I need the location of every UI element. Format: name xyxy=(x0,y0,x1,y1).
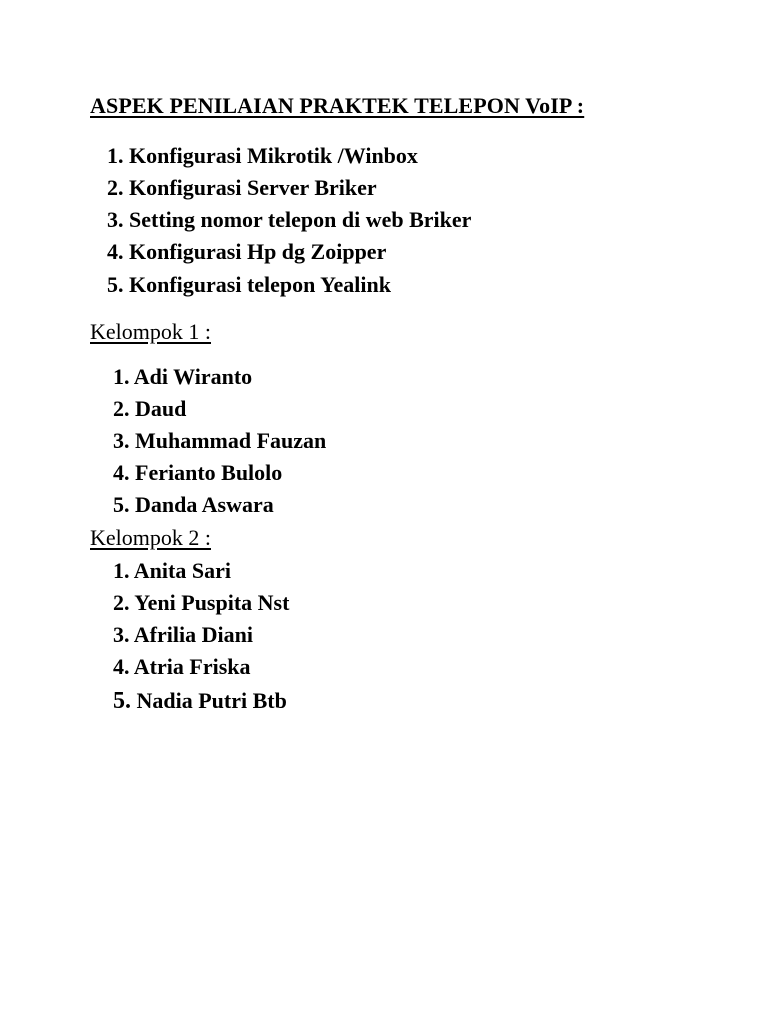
member-item xyxy=(113,688,287,715)
member-item xyxy=(113,396,186,422)
member-number: 5. xyxy=(113,492,130,517)
member-name: Ferianto Bulolo xyxy=(135,460,283,485)
aspect-text: Konfigurasi Mikrotik /Winbox xyxy=(129,143,418,168)
member-name: Atria Friska xyxy=(133,654,251,679)
member-item xyxy=(113,364,252,390)
member-number: 2. xyxy=(113,590,130,615)
member-number: 2. xyxy=(113,396,130,421)
member-name: Danda Aswara xyxy=(135,492,274,517)
aspect-item xyxy=(107,239,386,265)
aspect-number: 4. xyxy=(107,239,124,264)
page-title: ASPEK PENILAIAN PRAKTEK TELEPON VoIP : xyxy=(90,93,585,118)
aspect-text: Setting nomor telepon di web Briker xyxy=(129,207,472,232)
aspect-item xyxy=(107,143,418,169)
member-name: Anita Sari xyxy=(133,558,231,583)
member-name: Adi Wiranto xyxy=(133,364,253,389)
aspect-text: Konfigurasi Server Briker xyxy=(129,175,377,200)
aspect-item xyxy=(107,175,377,201)
member-number: 4. xyxy=(113,654,130,679)
member-item xyxy=(113,654,251,680)
member-name: Afrilia Diani xyxy=(133,622,253,647)
member-number: 4. xyxy=(113,460,130,485)
group-heading-2: Kelompok 2 : xyxy=(90,525,211,550)
member-item xyxy=(113,428,326,454)
member-name: Nadia Putri Btb xyxy=(136,688,287,713)
aspect-text: Konfigurasi Hp dg Zoipper xyxy=(129,239,387,264)
aspect-number: 1. xyxy=(107,143,124,168)
member-item xyxy=(113,492,274,518)
group-heading-1: Kelompok 1 : xyxy=(90,319,211,344)
member-number: 3. xyxy=(113,622,130,647)
member-name: Yeni Puspita Nst xyxy=(134,590,290,615)
aspect-number: 2. xyxy=(107,175,124,200)
member-item xyxy=(113,622,253,648)
member-number: 3. xyxy=(113,428,130,453)
member-name: Muhammad Fauzan xyxy=(135,428,327,453)
aspect-item xyxy=(107,207,471,233)
aspect-text: Konfigurasi telepon Yealink xyxy=(129,272,391,297)
member-name: Daud xyxy=(135,396,187,421)
member-item xyxy=(113,558,231,584)
aspect-number: 5. xyxy=(107,272,124,297)
member-number: 5. xyxy=(113,688,131,714)
aspect-item xyxy=(107,272,391,298)
aspect-number: 3. xyxy=(107,207,124,232)
member-number: 1. xyxy=(113,558,130,583)
member-number: 1. xyxy=(113,364,130,389)
member-item xyxy=(113,590,289,616)
member-item xyxy=(113,460,282,486)
